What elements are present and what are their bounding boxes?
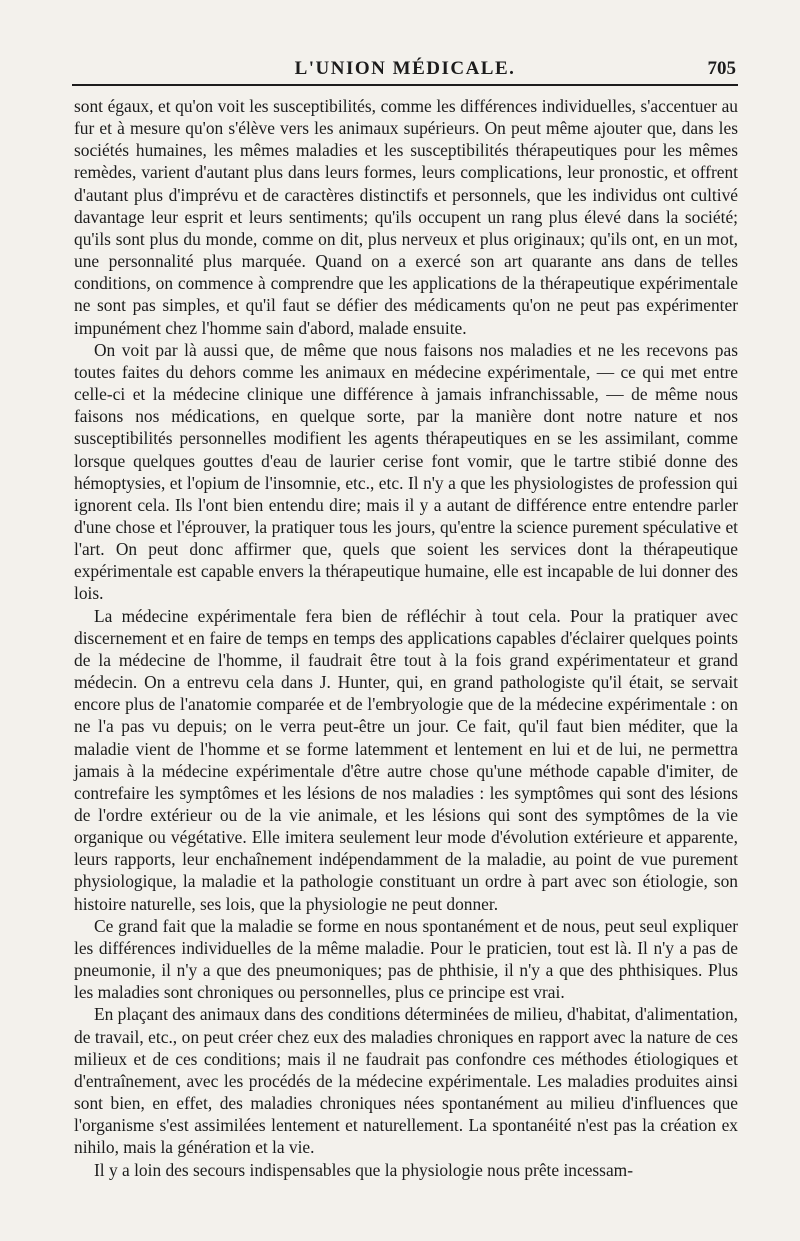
paragraph-1: sont égaux, et qu'on voit les susceptibilités, comme les différences individuelles, s'accentuer au fur et à mesure qu'on s'élève vers les animaux supérieurs. On peut même ajouter que, dans les sociétés humaines, les mêmes maladies et les susceptibilités thérapeutiques pour les mêmes remèdes, varient d'autant plus dans leurs formes, leurs complications, leur pronostic, et offrent d'autant plus d'imprévu et de caractères distinctifs et personnels, que les individus ont cultivé davantage leur esprit et leurs sentiments; qu'ils occupent un rang plus élevé dans la société; qu'ils sont plus du monde, comme on dit, plus nerveux et plus originaux; qu'ils ont, en un mot, une personnalité plus marquée. Quand on a exercé son art quarante ans dans de telles conditions, on commence à comprendre que les applications de la thérapeutique expérimentale ne sont pas simples, et qu'il faut se défier des médicaments qu'on ne peut pas expérimenter impunément chez l'homme sain d'abord, malade ensuite.	[74, 96, 738, 338]
page-number: 705	[707, 58, 736, 79]
page-header	[72, 56, 738, 86]
paragraph-6: Il y a loin des secours indispensables que la physiologie nous prête incessam-	[94, 1159, 633, 1180]
paragraph-4: Ce grand fait que la maladie se forme en nous spontanément et de nous, peut seul expliquer les différences individuelles de la même maladie. Pour le praticien, tout est là. Il n'y a pas de pneumonie, il n'y a que des pneumoniques; pas de phthisie, il n'y a que des phthisiques. Plus les maladies sont chroniques ou personnelles, plus ce principe est vrai.	[74, 915, 738, 1003]
paragraph-3: La médecine expérimentale fera bien de réfléchir à tout cela. Pour la pratiquer avec discernement et en faire de temps en temps des applications capables d'éclairer quelques points de la médecine de l'homme, il faudrait être tout à la fois grand expérimentateur et grand médecin. On a entrevu cela dans J. Hunter, qui, en grand pathologiste qu'il était, se servait encore plus de l'anatomie comparée et de l'embryologie que de la médecine expérimentale : on ne l'a pas vu depuis; on le verra peut-être un jour. Ce fait, qu'il faut bien méditer, que la maladie vient de l'homme et se forme latemment et lentement en lui et de lui, ne permettra jamais à la médecine expérimentale d'être autre chose qu'une méthode capable d'imiter, de contrefaire les symptômes et les lésions de nos maladies : les symptômes qui sont des lésions de l'ordre extérieur ou de la vie animale, et les lésions qui sont des symptômes de la vie organique ou végétative. Elle imitera seulement leur mode d'évolution extérieure et apparente, leurs rapports, leur enchaînement indépendamment de la maladie, au point de vue purement physiologique, la maladie et la pathologie constituant un ordre à part avec son étiologie, son histoire naturelle, ses lois, que la physiologie ne peut donner.	[74, 605, 738, 914]
paragraph-5: En plaçant des animaux dans des conditions déterminées de milieu, d'habitat, d'alimentation, de travail, etc., on peut créer chez eux des maladies chroniques en rapport avec la nature de ces milieux et de ces conditions; mais il ne faudrait pas confondre ces méthodes étiologiques et d'entraînement, avec les procédés de la médecine expérimentale. Les maladies produites ainsi sont bien, en effet, des maladies chroniques nées spontanément au milieu d'influences que l'organisme s'est assimilées lentement et naturellement. La spontanéité n'est pas la création ex nihilo, mais la génération et la vie.	[74, 1004, 738, 1158]
body-text	[74, 95, 738, 1181]
running-title: L'UNION MÉDICALE.	[294, 58, 516, 79]
paragraph-2: On voit par là aussi que, de même que nous faisons nos maladies et ne les recevons pas toutes faites du dehors comme les animaux en médecine expérimentale, — ce qui met entre celle-ci et la médecine clinique une différence à jamais infranchissable, — de même nous faisons nos médications, en quelque sorte, par la manière dont notre nature et nos susceptibilités personnelles modifient les agents thérapeutiques en se les assimilant, comme lorsque quelques gouttes d'eau de laurier cerise font vomir, que le tartre stibié donne des hémoptysies, et l'opium de l'insomnie, etc., etc. Il n'y a que les physiologistes de profession qui ignorent cela. Ils l'ont bien entendu dire; mais il y a autant de différence entre entendre parler d'une chose et l'éprouver, la pratiquer tous les jours, qu'entre la science purement spéculative et l'art. On peut donc affirmer que, quels que soient les services dont la thérapeutique expérimentale est capable envers la thérapeutique humaine, elle est incapable de lui donner des lois.	[74, 339, 738, 604]
